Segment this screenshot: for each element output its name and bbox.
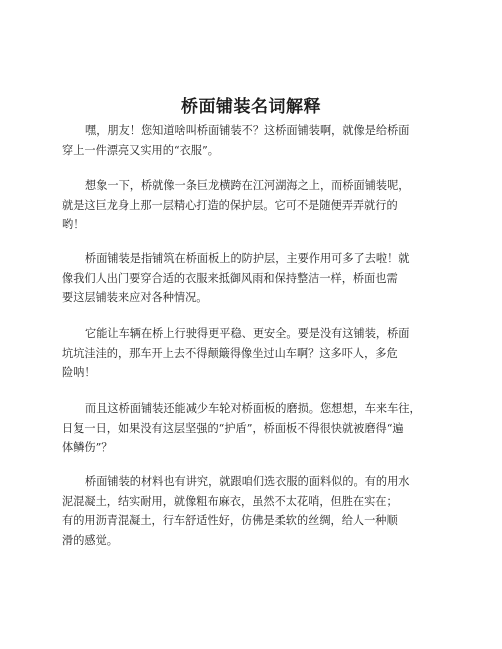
paragraph-6 — [62, 472, 444, 550]
paragraph-line: 像我们人出门要穿合适的衣服来抵御风雨和保持整洁一样，桥面也需 — [62, 271, 398, 285]
paragraph-1 — [62, 121, 444, 160]
paragraph-line: 哟！ — [62, 218, 85, 231]
paragraph-line: 险呐！ — [62, 366, 96, 379]
paragraph-line: 有的用沥青混凝土，行车舒适性好，仿佛是柔软的丝绸，给人一种顺 — [62, 514, 398, 527]
paragraph-line: 泥混凝土，结实耐用，就像粗布麻衣，虽然不太花哨，但胜在实在； — [62, 494, 398, 508]
paragraph-3 — [62, 249, 444, 308]
paragraph-line: 它能让车辆在桥上行驶得更平稳、更安全。要是没有这铺装，桥面 — [85, 327, 410, 340]
paragraph-line: 坑坑洼洼的，那车开上去不得颠簸得像坐过山车啊？这多吓人，多危 — [62, 346, 398, 360]
paragraph-2 — [62, 176, 444, 235]
paragraph-4 — [62, 324, 444, 383]
paragraph-line: 嘿，朋友！您知道啥叫桥面铺装不？这桥面铺装啊，就像是给桥面 — [85, 124, 410, 137]
paragraph-line: 穿上一件漂亮又实用的“衣服”。 — [62, 143, 219, 157]
paragraph-line: 要这层铺装来应对各种情况。 — [62, 291, 208, 304]
paragraph-line: 桥面铺装是指铺筑在桥面板上的防护层，主要作用可多了去啦！就 — [85, 252, 410, 265]
paragraph-line: 体鳞伤”？ — [62, 441, 113, 454]
paragraph-line: 就是这巨龙身上那一层精心打造的保护层。它可不是随便弄弄就行的 — [62, 198, 398, 212]
paragraph-line: 想象一下，桥就像一条巨龙横跨在江河湖海之上，而桥面铺装呢， — [85, 179, 410, 192]
paragraph-line: 滑的感觉。 — [62, 533, 118, 547]
paragraph-5 — [62, 399, 444, 458]
paragraph-line: 而且这桥面铺装还能减少车轮对桥面板的磨损。您想想，车来车往， — [85, 402, 421, 415]
paragraph-line: 日复一日，如果没有这层坚强的“护盾”，桥面板不得很快就被磨得“遍 — [62, 421, 404, 435]
paragraph-line: 桥面铺装的材料也有讲究，就跟咱们选衣服的面料似的。有的用水 — [85, 475, 410, 488]
document-title: 桥面铺装名词解释 — [181, 97, 321, 117]
